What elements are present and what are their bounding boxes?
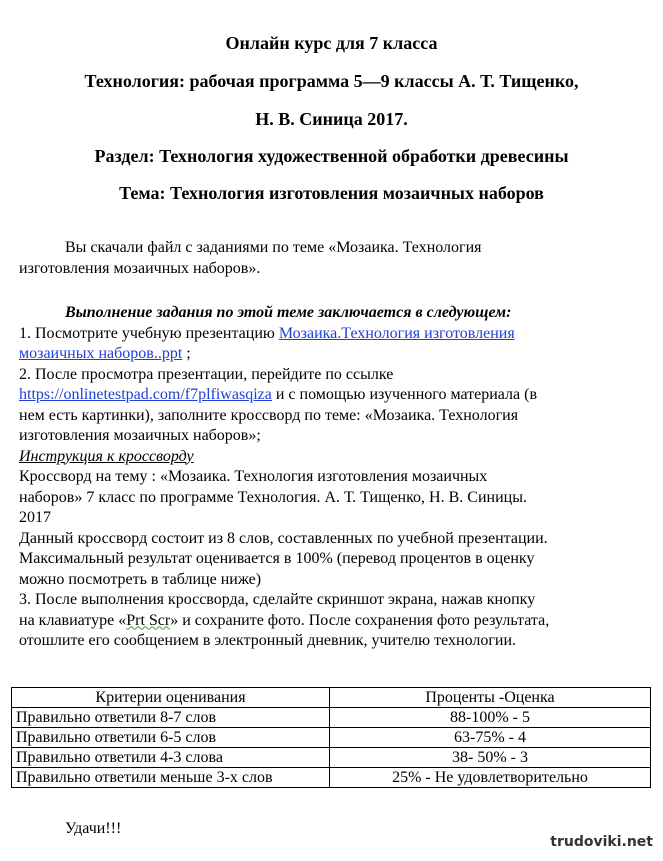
step-1-line-2: [19, 344, 649, 365]
instruction-line-6: можно посмотреть в таблице ниже): [19, 570, 262, 588]
instruction-line-4: Данный кроссворд состоит из 8 слов, составленных по учебной презентации.: [19, 529, 548, 547]
test-url-link[interactable]: https://onlinetestpad.com/f7plfiwasqiza: [19, 386, 272, 403]
grade-cell: 38- 50% - 3: [330, 748, 651, 768]
grade-header: Проценты -Оценка: [330, 688, 651, 708]
grade-cell: 88-100% - 5: [330, 708, 651, 728]
grade-cell: 25% - Не удовлетворительно: [330, 768, 651, 788]
watermark: trudoviki.net: [550, 834, 653, 850]
step-3-pre: на клавиатуре «: [19, 611, 127, 629]
table-row: [12, 728, 651, 748]
table-header-row: [12, 688, 651, 708]
step-2-rest: и с помощью изученного материала (в: [271, 386, 538, 403]
step-1-line-1: [19, 324, 649, 345]
presentation-link-cont[interactable]: мозаичных наборов..ppt: [19, 345, 183, 362]
instruction-heading: Инструкция к кроссворду: [19, 447, 194, 465]
step-3-line-3: отошлите его сообщением в электронный дневник, учителю технологии.: [19, 632, 517, 649]
step-2-line-3: нем есть картинки), заполните кроссворд по теме: «Мозаика. Технология: [19, 406, 519, 424]
step-3-line-2: [19, 611, 649, 632]
grade-cell: 63-75% - 4: [330, 728, 651, 748]
instructions-block: [19, 303, 649, 652]
step-2-line-4: изготовления мозаичных наборов»;: [19, 427, 261, 444]
program-line: Технология: рабочая программа 5—9 классы А. Т. Тищенко,: [84, 71, 579, 91]
criteria-cell: Правильно ответили 8-7 слов: [12, 708, 330, 728]
step-1-suffix: ;: [182, 345, 191, 362]
table-row: [12, 708, 651, 728]
intro-line-2: изготовления мозаичных наборов».: [19, 259, 261, 277]
step-2-line-1: 2. После просмотра презентации, перейдите по ссылке: [19, 365, 394, 383]
section-heading: Раздел: Технология художественной обработки древесины: [94, 146, 569, 166]
intro-paragraph: [19, 238, 649, 279]
instruction-line-1: Кроссворд на тему : «Мозаика. Технология изготовления мозаичных: [19, 468, 488, 485]
step-3-line-1: 3. После выполнения кроссворда, сделайте скриншот экрана, нажав кнопку: [19, 591, 536, 608]
table-row: [12, 748, 651, 768]
task-heading: Выполнение задания по этой теме заключается в следующем:: [65, 304, 512, 321]
authors-line: Н. В. Синица 2017.: [255, 109, 408, 129]
criteria-header: Критерии оценивания: [12, 688, 330, 708]
step-3-post: » и сохраните фото. После сохранения фото результата,: [170, 611, 550, 629]
closing-text: Удачи!!!: [65, 820, 122, 837]
criteria-cell: Правильно ответили меньше 3-х слов: [12, 768, 330, 788]
instruction-line-3: 2017: [19, 509, 51, 526]
intro-line-1: Вы скачали файл с заданиями по теме «Мозаика. Технология: [65, 239, 482, 256]
course-title: Онлайн курс для 7 класса: [225, 33, 438, 53]
presentation-link[interactable]: Мозаика.Технология изготовления: [278, 324, 515, 342]
prt-scr-key: Prt Scr: [126, 611, 171, 629]
criteria-cell: Правильно ответили 6-5 слов: [12, 728, 330, 748]
grading-table: [11, 687, 651, 788]
step-2-line-2: [19, 385, 649, 406]
criteria-cell: Правильно ответили 4-3 слова: [12, 748, 330, 768]
table-row: [12, 768, 651, 788]
step-1-prefix: 1. Посмотрите учебную презентацию: [19, 324, 279, 342]
topic-heading: Тема: Технология изготовления мозаичных наборов: [119, 183, 544, 203]
instruction-line-5: Максимальный результат оценивается в 100% (перевод процентов в оценку: [19, 550, 535, 567]
instruction-line-2: наборов» 7 класс по программе Технология. А. Т. Тищенко, Н. В. Синицы.: [19, 488, 527, 506]
